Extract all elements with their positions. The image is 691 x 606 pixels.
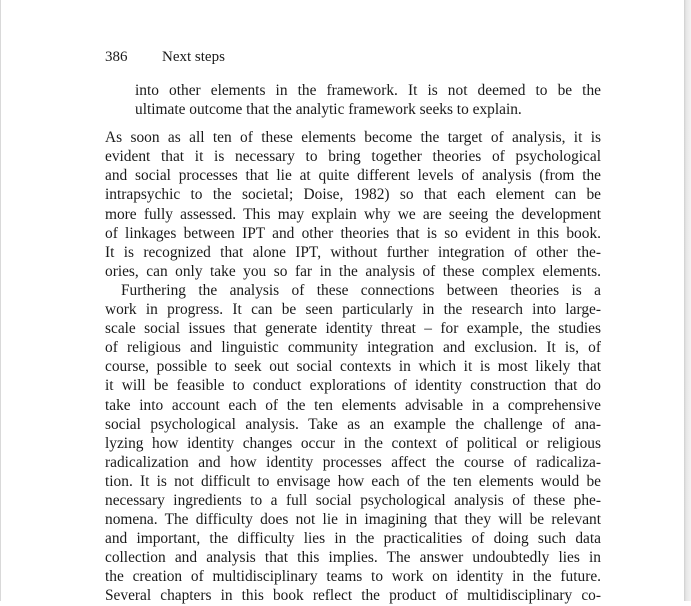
text-line: lyzing how identity changes occur in the context of political or religious [105, 434, 601, 452]
text-line: of linkages between IPT and other theories that is so evident in this book. [105, 224, 601, 242]
page-edge-shadow [684, 0, 691, 601]
text-line: necessary ingredients to a full social psychological analysis of these phe- [105, 491, 601, 509]
text-line: evident that it is necessary to bring together theories of psychological [105, 148, 601, 166]
text-line: Furthering the analysis of these connections between theories is a [121, 281, 601, 299]
text-line: As soon as all ten of these elements become the target of analysis, it is [105, 129, 601, 147]
text-line: social psychological analysis. Take as an example the challenge of ana- [105, 415, 601, 433]
text-line: intrapsychic to the societal; Doise, 1982) so that each element can be [105, 186, 601, 204]
text-line: and important, the difficulty lies in the practicalities of doing such data [105, 530, 601, 548]
text-line: of religious and linguistic community integration and exclusion. It is, of [105, 339, 601, 357]
text-line: work in progress. It can be seen particularly in the research into large- [105, 301, 601, 319]
text-line: collection and analysis that this implies. The answer undoubtedly lies in [105, 549, 601, 567]
text-line: nomena. The difficulty does not lie in imagining that they will be relevant [105, 511, 601, 529]
text-line: and social processes that lie at quite different levels of analysis (from the [105, 167, 601, 185]
text-line: scale social issues that generate identity threat – for example, the studies [105, 320, 601, 338]
text-line: ories, can only take you so far in the analysis of these complex elements. [105, 262, 601, 280]
page-number: 386 [105, 49, 128, 65]
text-line: tion. It is not difficult to envisage how each of the ten elements would be [105, 472, 601, 490]
text-line: It is recognized that alone IPT, without further integration of other the- [105, 243, 601, 261]
text-line: ultimate outcome that the analytic framework seeks to explain. [135, 101, 522, 119]
text-line: into other elements in the framework. It is not deemed to be the [135, 82, 601, 99]
text-line: the creation of multidisciplinary teams to work on identity in the future. [105, 568, 601, 586]
block-quote [105, 81, 601, 119]
text-line: Several chapters in this book reflect the product of multidisciplinary co- [105, 587, 601, 605]
text-line: course, possible to seek out social contexts in which it is most likely that [105, 358, 601, 376]
text-line: it will be feasible to conduct explorations of identity construction that do [105, 377, 601, 395]
paragraph-gap [105, 119, 601, 128]
body-text [105, 81, 601, 606]
text-line: radicalization and how identity processes affect the course of radicaliza- [105, 453, 601, 471]
paragraph-1 [105, 128, 601, 281]
text-line: more fully assessed. This may explain why we are seeing the development [105, 205, 601, 223]
section-title: Next steps [162, 49, 225, 65]
text-line: take into account each of the ten elements advisable in a comprehensive [105, 396, 601, 414]
running-head [105, 49, 225, 66]
paragraph-2 [105, 281, 601, 606]
